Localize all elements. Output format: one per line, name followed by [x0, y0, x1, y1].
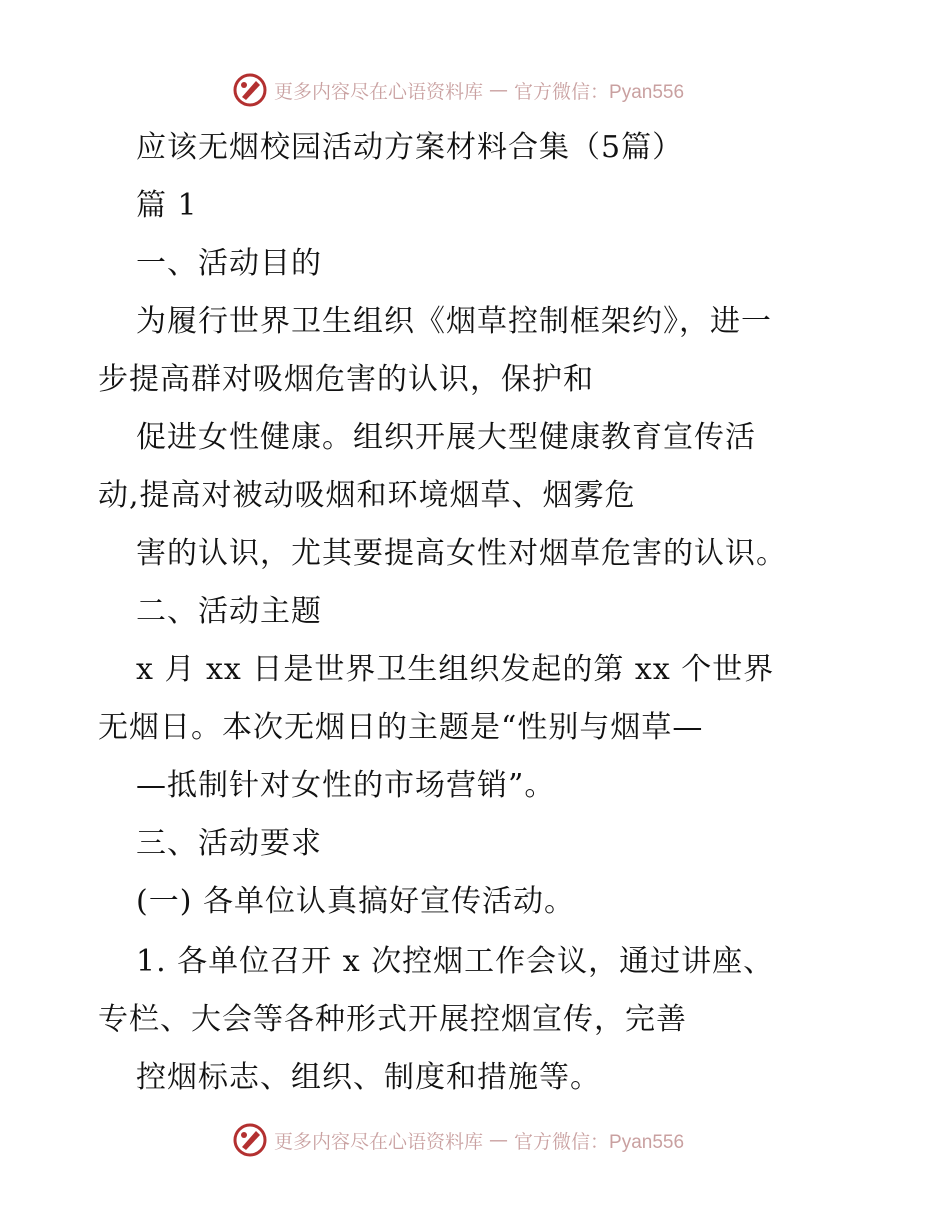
- paragraph-line: 害的认识，尤其要提高女性对烟草危害的认识。: [136, 536, 787, 571]
- document-title: 应该无烟校园活动方案材料合集（5篇）: [136, 130, 684, 165]
- section-heading-purpose: 一、活动目的: [136, 246, 322, 281]
- banner-separator: —: [489, 1129, 509, 1151]
- paragraph-line: 动,提高对被动吸烟和环境烟草、烟雾危: [98, 478, 636, 513]
- footer-banner: [232, 1120, 684, 1160]
- paragraph-line: 步提高群对吸烟危害的认识，保护和: [98, 362, 594, 397]
- brand-logo-icon: [232, 1122, 268, 1158]
- subsection-heading: (一) 各单位认真搞好宣传活动。: [136, 884, 575, 919]
- paragraph-line: 为履行世界卫生组织《烟草控制框架约》，进一: [136, 304, 772, 339]
- banner-separator: —: [489, 79, 509, 101]
- list-item-line: 1. 各单位召开 x 次控烟工作会议，通过讲座、: [136, 944, 775, 979]
- part-label: 篇 1: [136, 188, 198, 223]
- banner-text: 更多内容尽在心语资料库: [274, 80, 484, 103]
- section-heading-requirements: 三、活动要求: [136, 826, 322, 861]
- banner-text: 更多内容尽在心语资料库: [274, 1130, 484, 1153]
- paragraph-line: —抵制针对女性的市场营销”。: [136, 768, 556, 803]
- paragraph-line: 无烟日。本次无烟日的主题是“性别与烟草—: [98, 710, 704, 745]
- banner-contact: 官方微信：Pyan556: [514, 1131, 685, 1153]
- banner-contact: 官方微信：Pyan556: [514, 81, 685, 103]
- list-item-line: 控烟标志、组织、制度和措施等。: [136, 1060, 601, 1095]
- paragraph-line: x 月 xx 日是世界卫生组织发起的第 xx 个世界: [136, 652, 775, 687]
- paragraph-line: 促进女性健康。组织开展大型健康教育宣传活: [136, 420, 756, 455]
- header-banner: [232, 70, 684, 110]
- brand-logo-icon: [232, 72, 268, 108]
- section-heading-theme: 二、活动主题: [136, 594, 322, 629]
- list-item-line: 专栏、大会等各种形式开展控烟宣传，完善: [98, 1002, 687, 1037]
